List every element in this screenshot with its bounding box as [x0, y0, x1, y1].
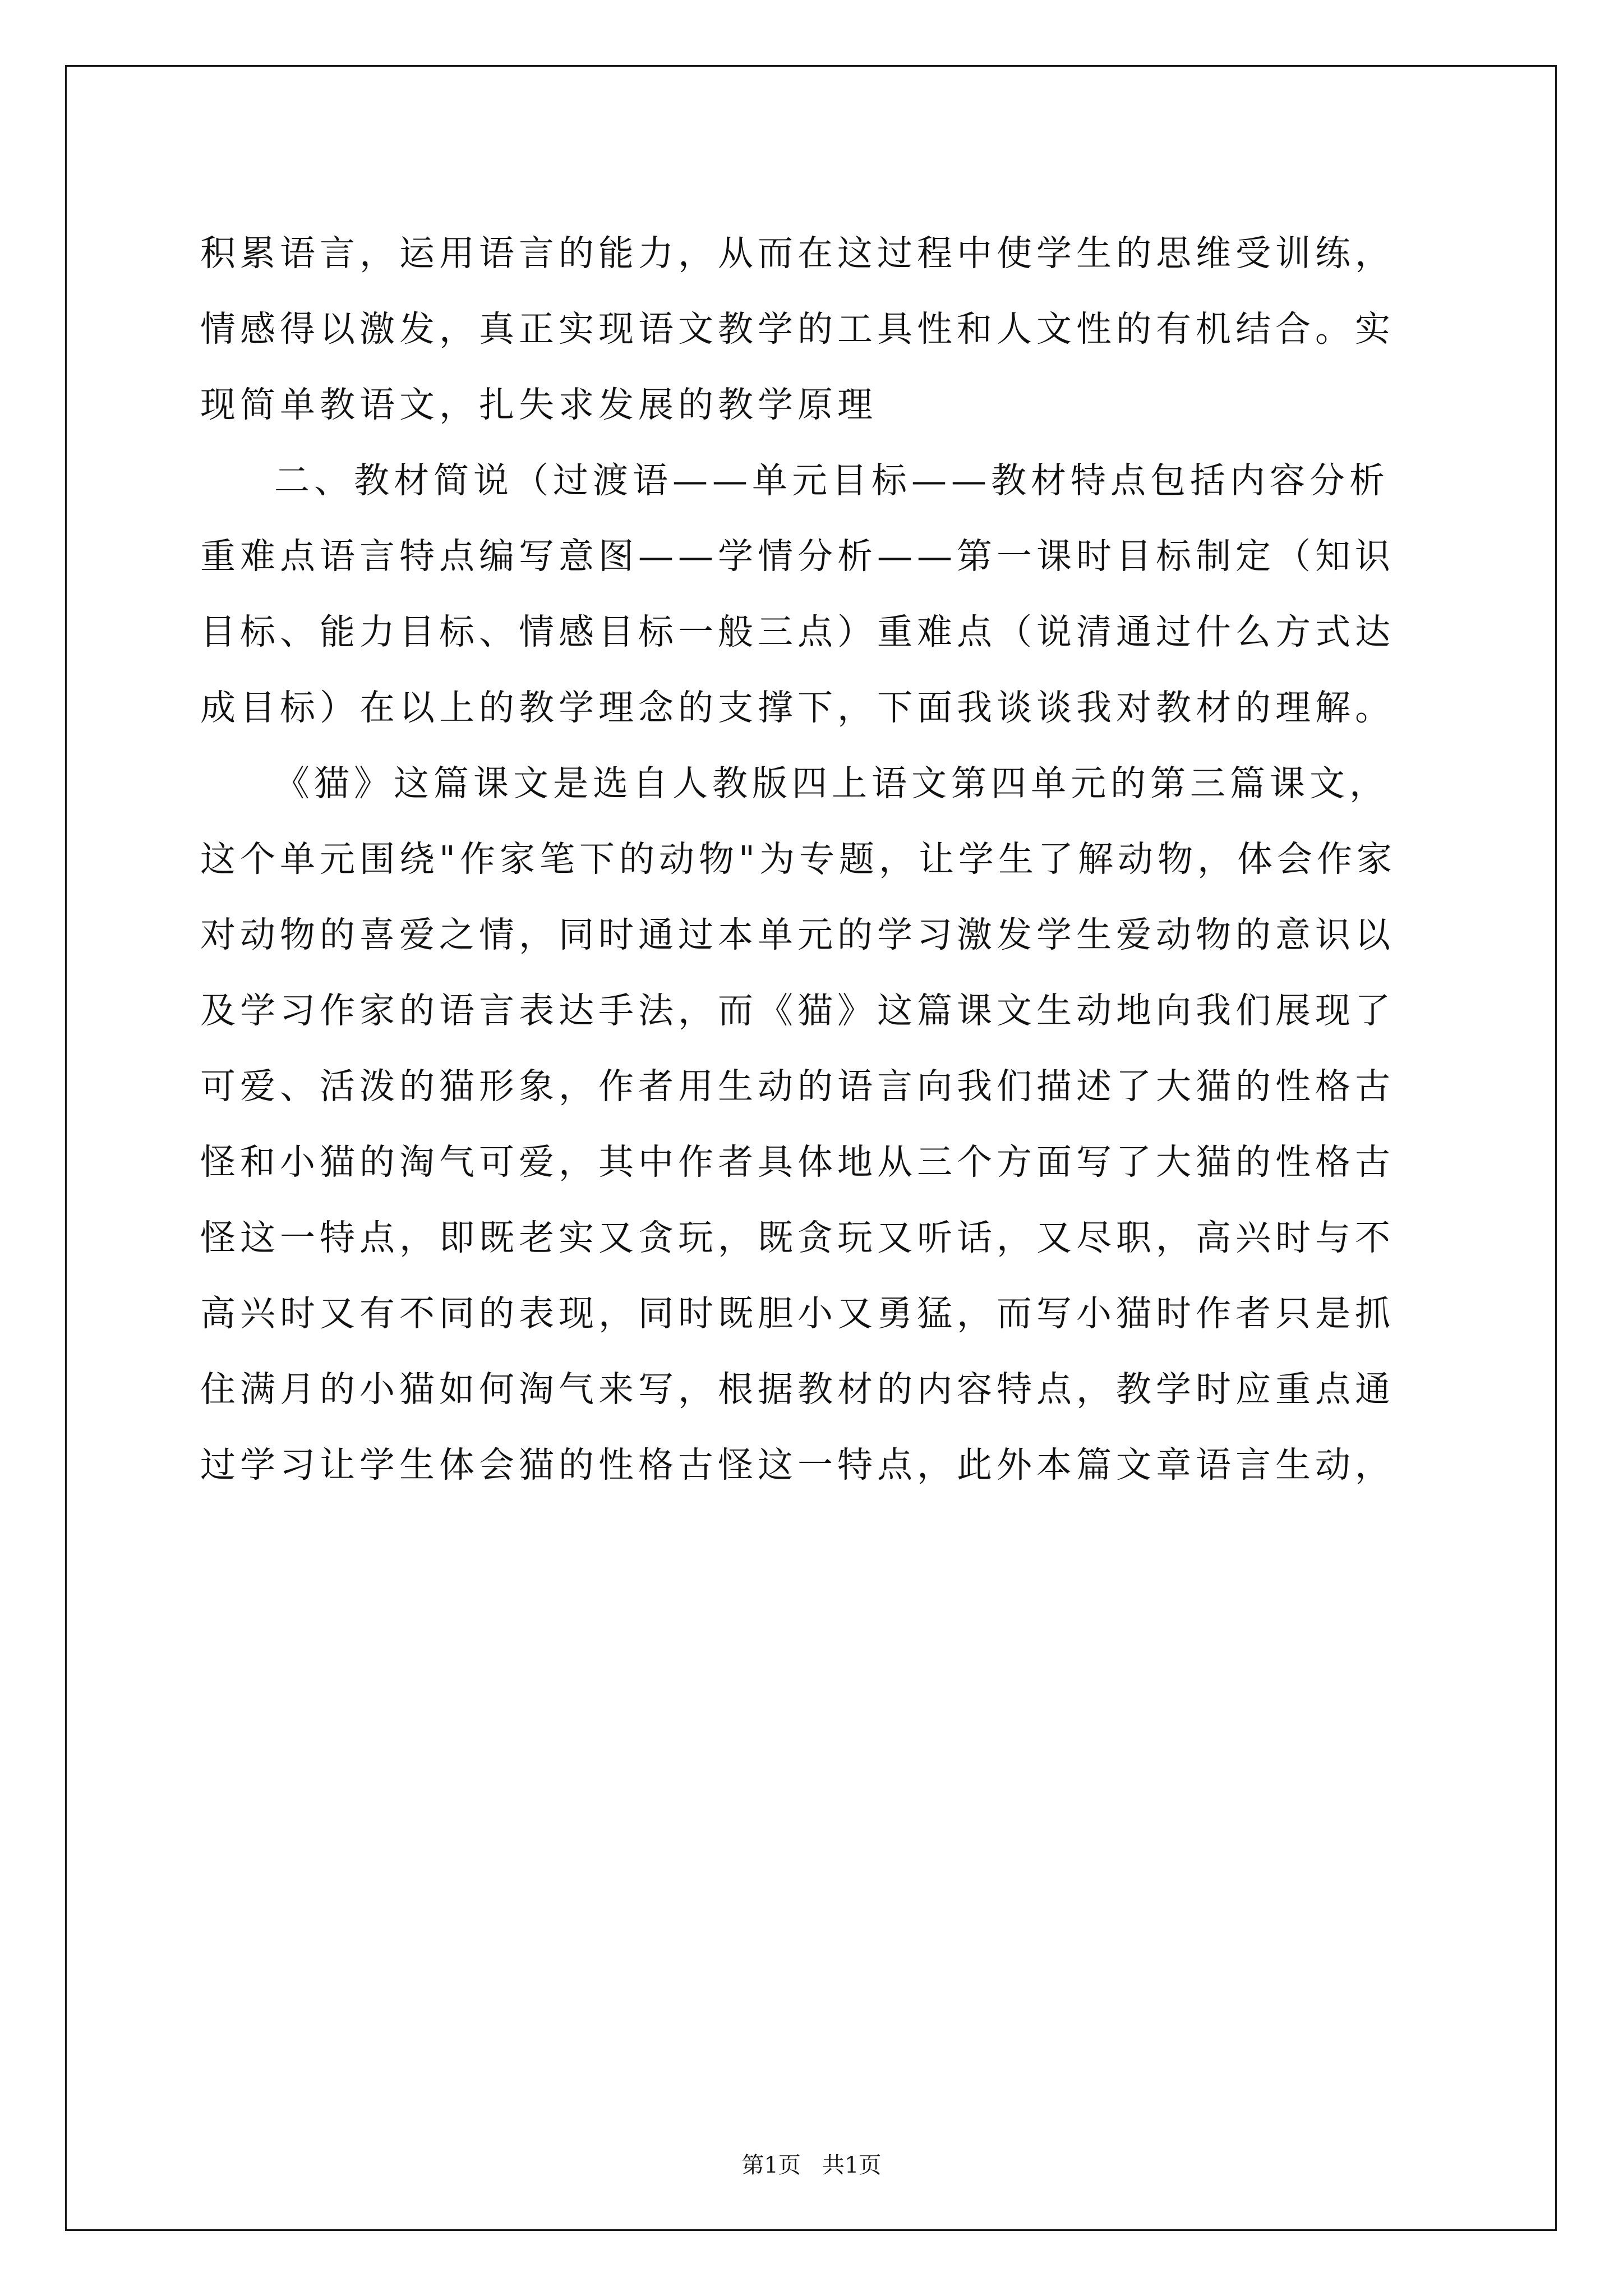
text-line: 住满月的小猫如何淘气来写，根据教材的内容特点，教学时应重点通 [200, 1369, 1395, 1410]
text-line: 这个单元围绕"作家笔下的动物"为专题，让学生了解动物，体会作家 [200, 839, 1396, 880]
text-line: 情感得以激发，真正实现语文教学的工具性和人文性的有机结合。实 [200, 309, 1395, 349]
text-line: 过学习让学生体会猫的性格古怪这一特点，此外本篇文章语言生动， [200, 1444, 1395, 1485]
text-line: 可爱、活泼的猫形象，作者用生动的语言向我们描述了大猫的性格古 [200, 1066, 1395, 1107]
text-line: 目标、能力目标、情感目标一般三点）重难点（说清通过什么方式达 [200, 611, 1395, 652]
text-line: 怪和小猫的淘气可爱，其中作者具体地从三个方面写了大猫的性格古 [200, 1142, 1395, 1182]
paragraph-start-line: 《猫》这篇课文是选自人教版四上语文第四单元的第三篇课文， [274, 763, 1389, 804]
page-number-footer: 第1页 共1页 [741, 2152, 882, 2178]
section-heading-line: 二、教材简说（过渡语——单元目标——教材特点包括内容分析 [274, 460, 1389, 501]
text-line: 重难点语言特点编写意图——学情分析——第一课时目标制定（知识 [200, 536, 1395, 577]
text-line: 对动物的喜爱之情，同时通过本单元的学习激发学生爱动物的意识以 [200, 914, 1395, 955]
document-body [200, 215, 1428, 1503]
text-line: 现简单教语文，扎失求发展的教学原理 [200, 384, 877, 425]
text-line: 怪这一特点，即既老实又贪玩，既贪玩又听话，又尽职，高兴时与不 [200, 1217, 1395, 1258]
text-line: 高兴时又有不同的表现，同时既胆小又勇猛，而写小猫时作者只是抓 [200, 1293, 1395, 1334]
text-line: 积累语言，运用语言的能力，从而在这过程中使学生的思维受训练， [200, 233, 1395, 274]
text-line: 及学习作家的语言表达手法，而《猫》这篇课文生动地向我们展现了 [200, 990, 1395, 1031]
text-line: 成目标）在以上的教学理念的支撑下，下面我谈谈我对教材的理解。 [200, 687, 1395, 728]
